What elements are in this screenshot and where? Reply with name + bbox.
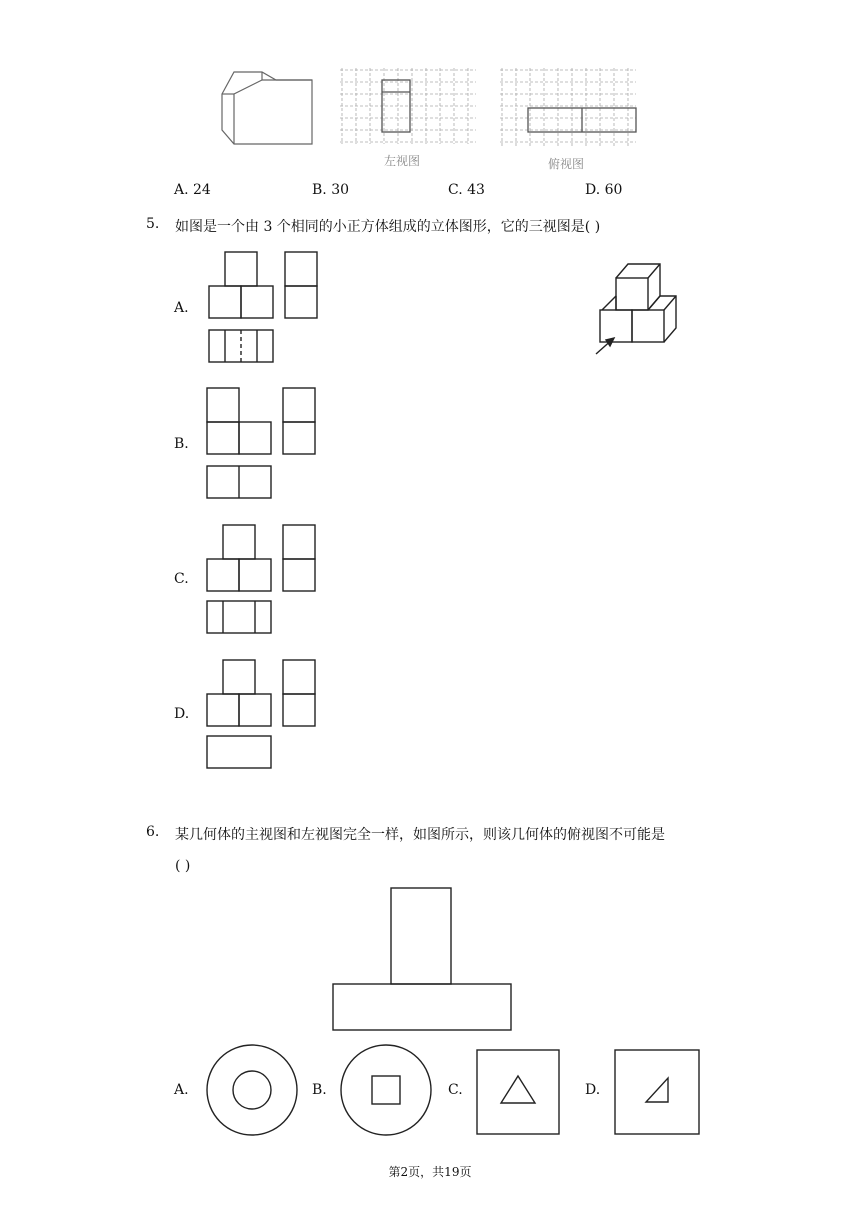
q6-stem: 某几何体的主视图和左视图完全一样，如图所示，则该几何体的俯视图不可能是 [175, 827, 665, 843]
q4-solid-figure [218, 68, 318, 148]
page-footer: 第2页，共19页 [388, 1165, 472, 1179]
q6-option-a[interactable]: A. [174, 1082, 189, 1098]
q6-number: 6. [146, 824, 160, 840]
q5-option-c-views [204, 523, 324, 643]
q6-option-d-figure [613, 1048, 703, 1138]
q6-paren: ( ) [175, 858, 191, 874]
q4-top-view-caption: 俯视图 [548, 157, 585, 171]
q4-option-a[interactable]: A. 24 [174, 182, 211, 198]
q4-option-d[interactable]: D. 60 [585, 182, 623, 198]
q4-left-view-grid [340, 68, 480, 150]
q5-option-d-views [204, 658, 324, 778]
q4-option-c[interactable]: C. 43 [448, 182, 485, 198]
q6-front-view-figure [330, 884, 520, 1034]
q6-option-b-figure [338, 1042, 438, 1142]
q5-option-d[interactable]: D. [174, 706, 190, 722]
q6-option-c[interactable]: C. [448, 1082, 463, 1098]
q6-option-b[interactable]: B. [312, 1082, 327, 1098]
q5-stem: 如图是一个由 3 个相同的小正方体组成的立体图形，它的三视图是( ) [175, 219, 601, 235]
q5-option-b-views [204, 386, 324, 506]
q4-top-view-grid [500, 68, 640, 152]
q5-cubes-figure [590, 258, 690, 358]
q5-option-a-views [206, 250, 326, 370]
q6-option-d[interactable]: D. [585, 1082, 601, 1098]
q6-option-a-figure [204, 1042, 304, 1142]
q4-option-b[interactable]: B. 30 [312, 182, 350, 198]
q5-option-c[interactable]: C. [174, 571, 189, 587]
q5-option-b[interactable]: B. [174, 436, 189, 452]
q6-option-c-figure [475, 1048, 565, 1138]
q4-left-view-caption: 左视图 [384, 154, 421, 168]
q5-number: 5. [146, 216, 160, 232]
q5-option-a[interactable]: A. [174, 300, 189, 316]
